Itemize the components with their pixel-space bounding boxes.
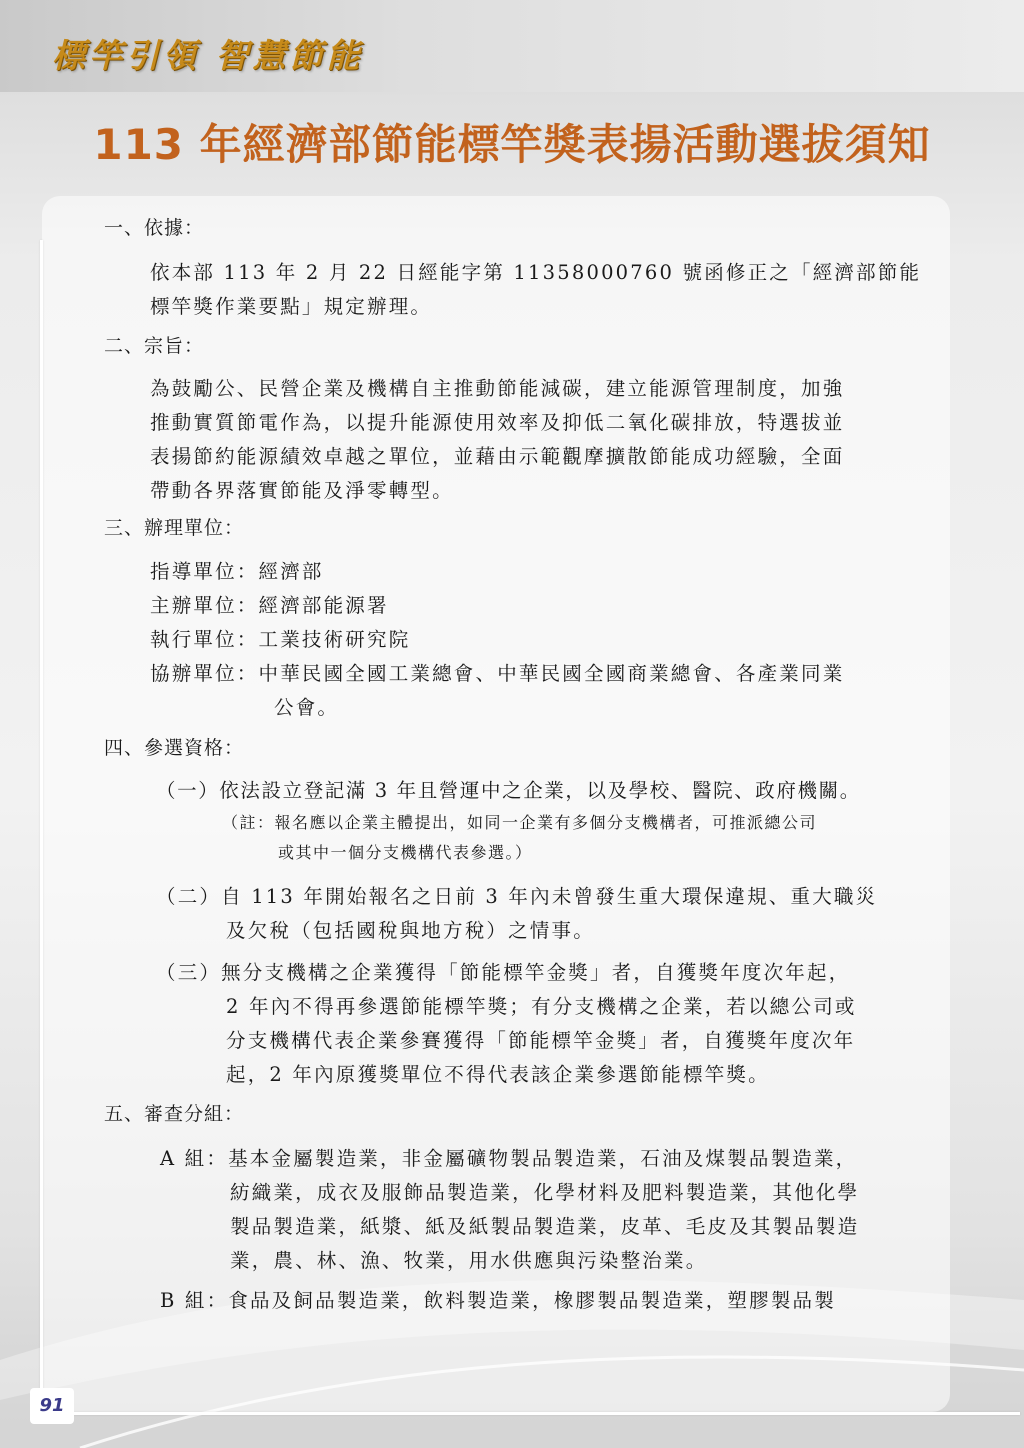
- section-purpose-text: [150, 372, 844, 508]
- section-groups-heading: 五、審查分組：: [104, 1103, 245, 1125]
- section-organizers-heading: 三、辦理單位：: [104, 517, 245, 539]
- section-eligibility-heading: 四、參選資格：: [104, 737, 245, 759]
- text-line: 分支機構代表企業參賽獲得「節能標竿金獎」者，自獲獎年度次年: [226, 1029, 856, 1052]
- text-line: （註：報名應以企業主體提出，如同一企業有多個分支機構者，可推派總公司: [222, 813, 818, 832]
- text-line: 主辦單位：經濟部能源署: [150, 594, 389, 617]
- frame-line-bottom: [40, 1412, 1020, 1415]
- eligibility-item-2: [156, 880, 877, 948]
- text-line: B 組：食品及飼品製造業，飲料製造業，橡膠製品製造業，塑膠製品製: [160, 1289, 836, 1312]
- group-b: [160, 1284, 836, 1318]
- eligibility-note: [222, 808, 817, 868]
- section-purpose-heading: 二、宗旨：: [104, 335, 205, 357]
- section-basis-heading: 一、依據：: [104, 217, 205, 239]
- text-line: 製品製造業，紙漿、紙及紙製品製造業，皮革、毛皮及其製品製造: [230, 1215, 860, 1238]
- eligibility-item-3: [156, 956, 857, 1092]
- text-line: 表揚節約能源績效卓越之單位，並藉由示範觀摩擴散節能成功經驗，全面: [150, 445, 845, 468]
- text-line: 帶動各界落實節能及淨零轉型。: [150, 479, 454, 502]
- text-line: （二）自 113 年開始報名之日前 3 年內未曾發生重大環保違規、重大職災: [156, 885, 878, 908]
- page-title: 113 年經濟部節能標竿獎表揚活動選拔須知: [93, 120, 931, 169]
- text-line: 為鼓勵公、民營企業及機構自主推動節能減碳，建立能源管理制度，加強: [150, 377, 845, 400]
- text-line: 依本部 113 年 2 月 22 日經能字第 11358000760 號函修正之「經濟部節能: [150, 261, 922, 284]
- text-line: 指導單位：經濟部: [150, 560, 324, 583]
- text-line: （三）無分支機構之企業獲得「節能標竿金獎」者，自獲獎年度次年起，: [156, 961, 851, 984]
- text-line: 執行單位：工業技術研究院: [150, 628, 411, 651]
- eligibility-item-1: [156, 774, 861, 808]
- section-basis-text: [150, 256, 921, 324]
- text-line: 紡織業，成衣及服飾品製造業，化學材料及肥料製造業，其他化學: [230, 1181, 860, 1204]
- text-line: 公會。: [274, 696, 340, 719]
- text-line: （一）依法設立登記滿 3 年且營運中之企業，以及學校、醫院、政府機關。: [156, 779, 861, 802]
- page-number: 91: [30, 1388, 74, 1424]
- text-line: 標竿獎作業要點」規定辦理。: [150, 295, 433, 318]
- text-line: 及欠稅（包括國稅與地方稅）之情事。: [226, 919, 595, 942]
- slogan: 標竿引領 智慧節能: [52, 36, 364, 75]
- text-line: 起，2 年內原獲獎單位不得代表該企業參選節能標竿獎。: [226, 1063, 770, 1086]
- text-line: 業，農、林、漁、牧業，用水供應與污染整治業。: [230, 1249, 708, 1272]
- group-a: [160, 1142, 859, 1278]
- text-line: 2 年內不得再參選節能標竿獎；有分支機構之企業，若以總公司或: [226, 995, 857, 1018]
- section-organizers-text: [150, 555, 844, 725]
- text-line: 協辦單位：中華民國全國工業總會、中華民國全國商業總會、各產業同業: [150, 662, 845, 685]
- text-line: 或其中一個分支機構代表參選。）: [278, 843, 533, 862]
- text-line: 推動實質節電作為，以提升能源使用效率及抑低二氧化碳排放，特選拔並: [150, 411, 845, 434]
- text-line: A 組：基本金屬製造業，非金屬礦物製品製造業，石油及煤製品製造業，: [160, 1147, 858, 1170]
- frame-line-left: [40, 240, 43, 1415]
